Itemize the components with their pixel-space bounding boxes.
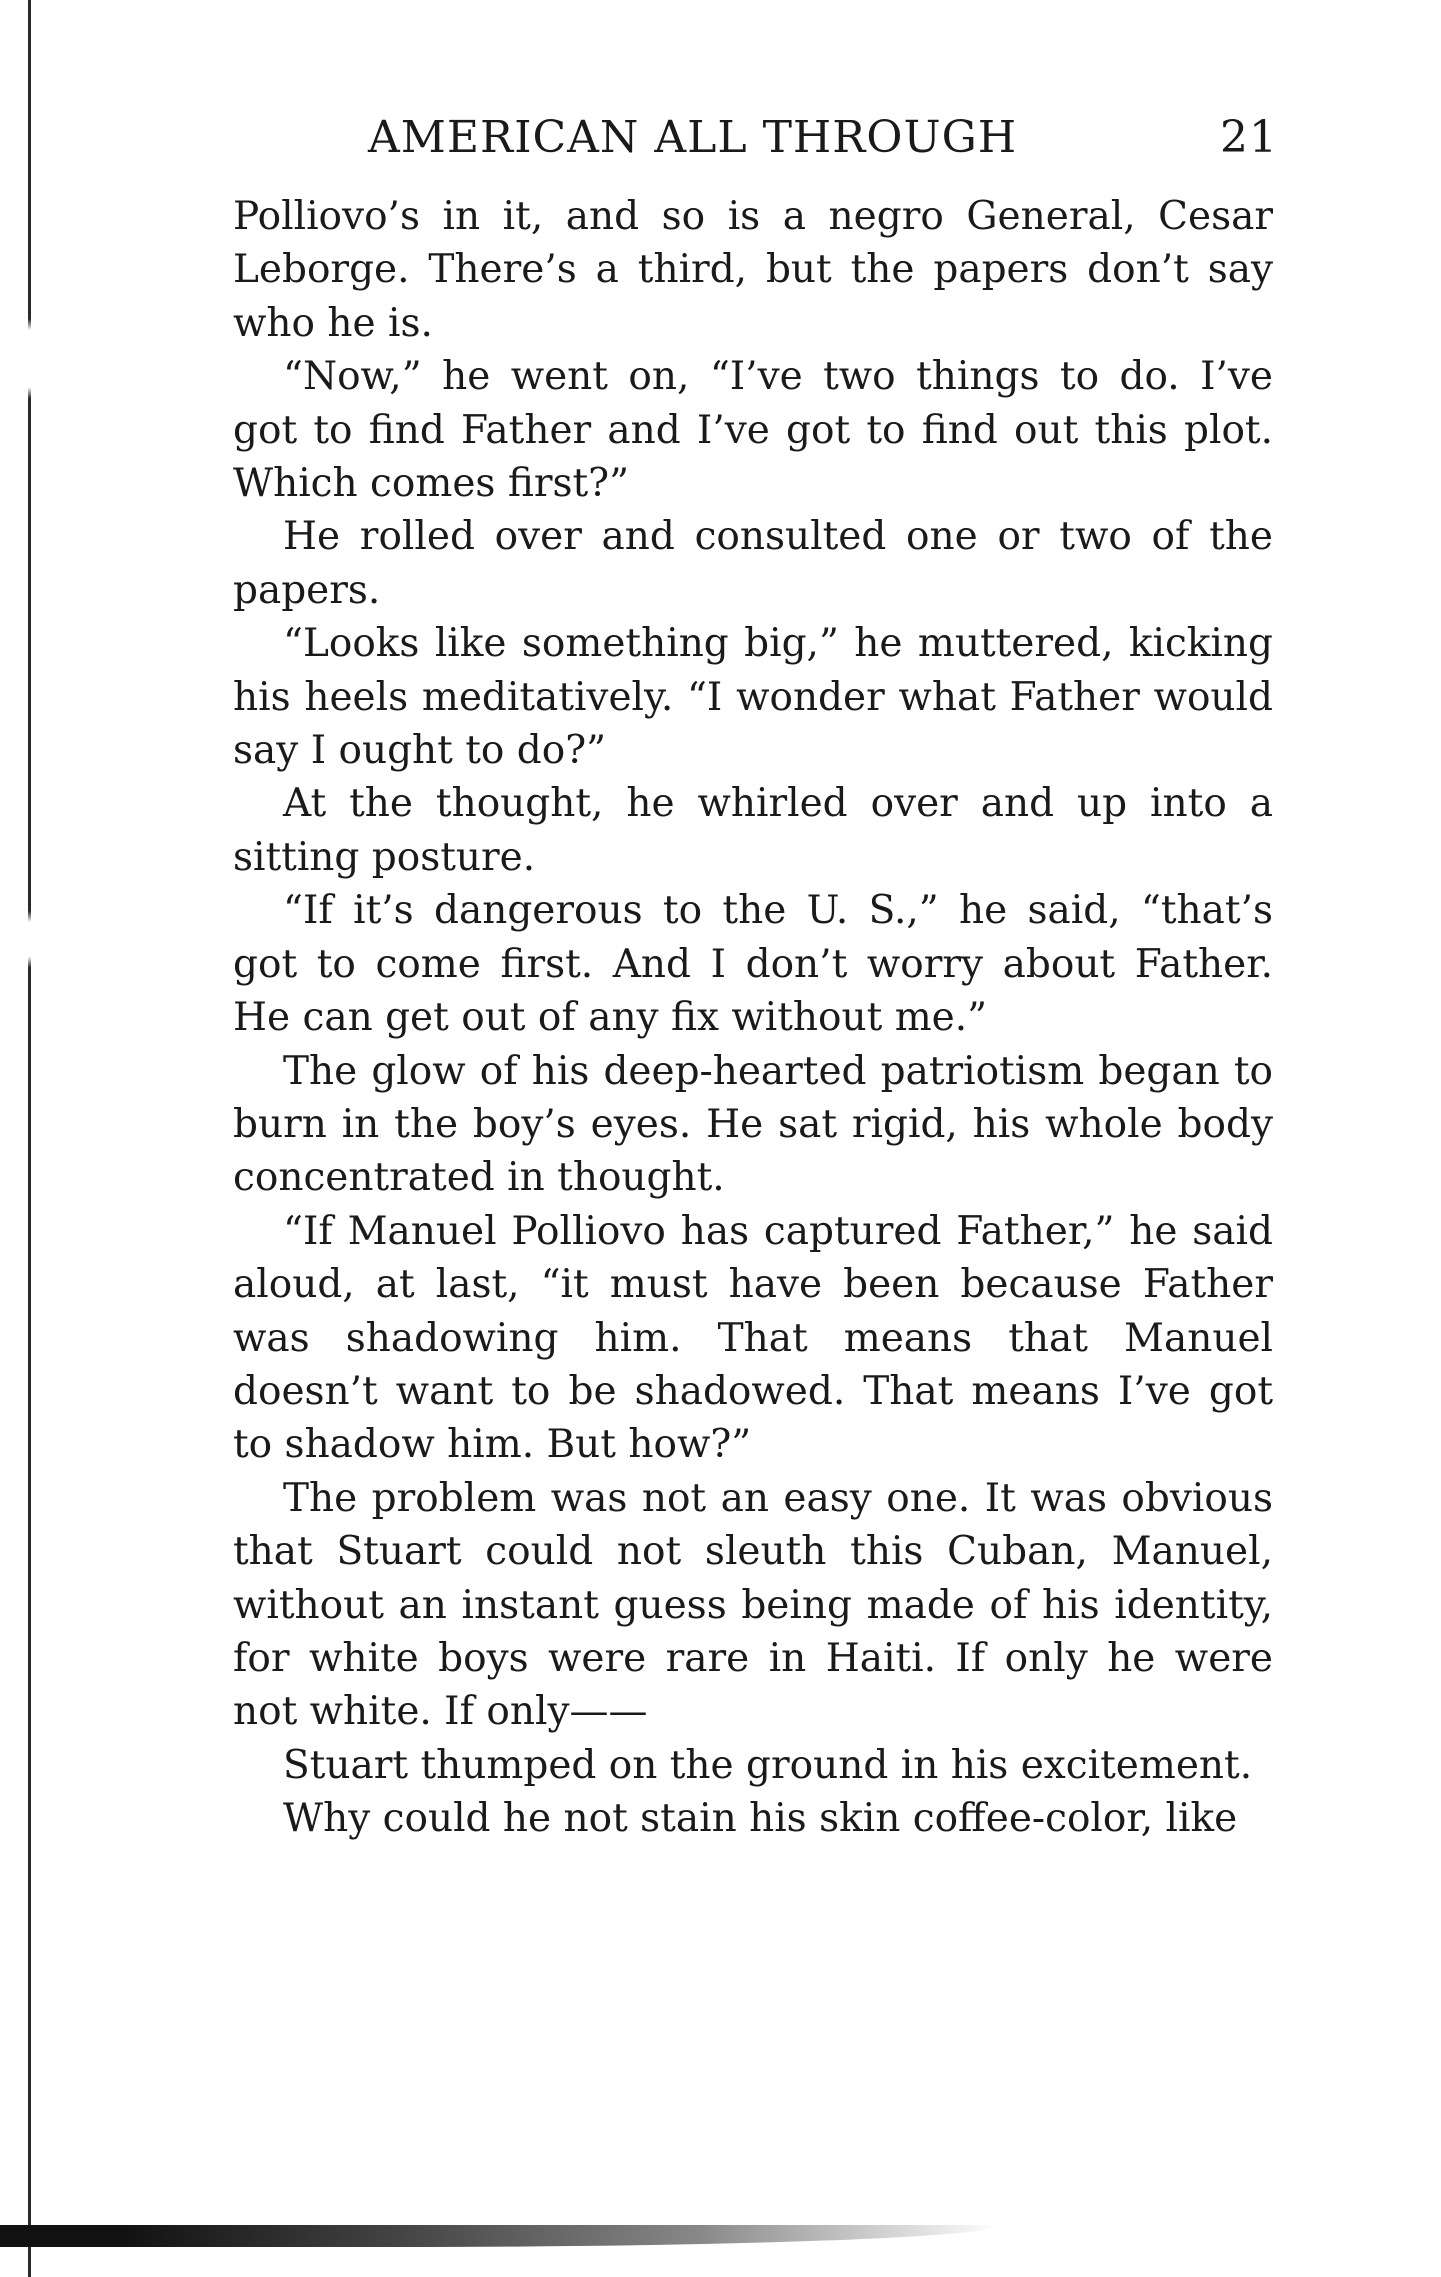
paragraph: At the thought, he whirled over and up into a sitting posture.	[233, 781, 1273, 880]
paragraph-continued: Polliovo’s in it, and so is a negro General, Cesar Leborge. There’s a third, but the papers don’t say who he is.	[233, 194, 1273, 346]
running-title: AMERICAN ALL THROUGH	[368, 112, 1018, 163]
paragraph: Why could he not stain his skin coffee-color, like	[283, 1796, 1238, 1842]
paragraph: “Now,” he went on, “I’ve two things to do. I’ve got to find Father and I’ve got to find out this plot. Which comes first?”	[233, 354, 1273, 507]
paragraph: He rolled over and consulted one or two of the papers.	[233, 514, 1273, 613]
paragraph: The problem was not an easy one. It was obvious that Stuart could not sleuth this Cuban, Manuel, without an instant guess being made of his identity, for white boys were rare in Haiti. If only he were not white. If only——	[233, 1475, 1273, 1735]
running-header	[368, 110, 1278, 166]
paragraph: Stuart thumped on the ground in his excitement.	[283, 1742, 1253, 1788]
body-text	[233, 190, 1273, 1846]
paragraph: “Looks like something big,” he muttered, kicking his heels meditatively. “I wonder what Father would say I ought to do?”	[233, 621, 1273, 774]
binding-edge-line	[28, 0, 31, 2277]
page-edge-smudge	[0, 2225, 1000, 2247]
paragraph: “If it’s dangerous to the U. S.,” he said, “that’s got to come first. And I don’t worry about Father. He can get out of any fix without me.”	[233, 888, 1273, 1041]
paragraph: The glow of his deep-hearted patriotism began to burn in the boy’s eyes. He sat rigid, his whole body concentrated in thought.	[233, 1048, 1273, 1201]
paragraph: “If Manuel Polliovo has captured Father,” he said aloud, at last, “it must have been because Father was shadowing him. That means that Manuel doesn’t want to be shadowed. That means I’ve got to shadow him. But how?”	[233, 1208, 1273, 1468]
page-number: 21	[1220, 112, 1278, 163]
